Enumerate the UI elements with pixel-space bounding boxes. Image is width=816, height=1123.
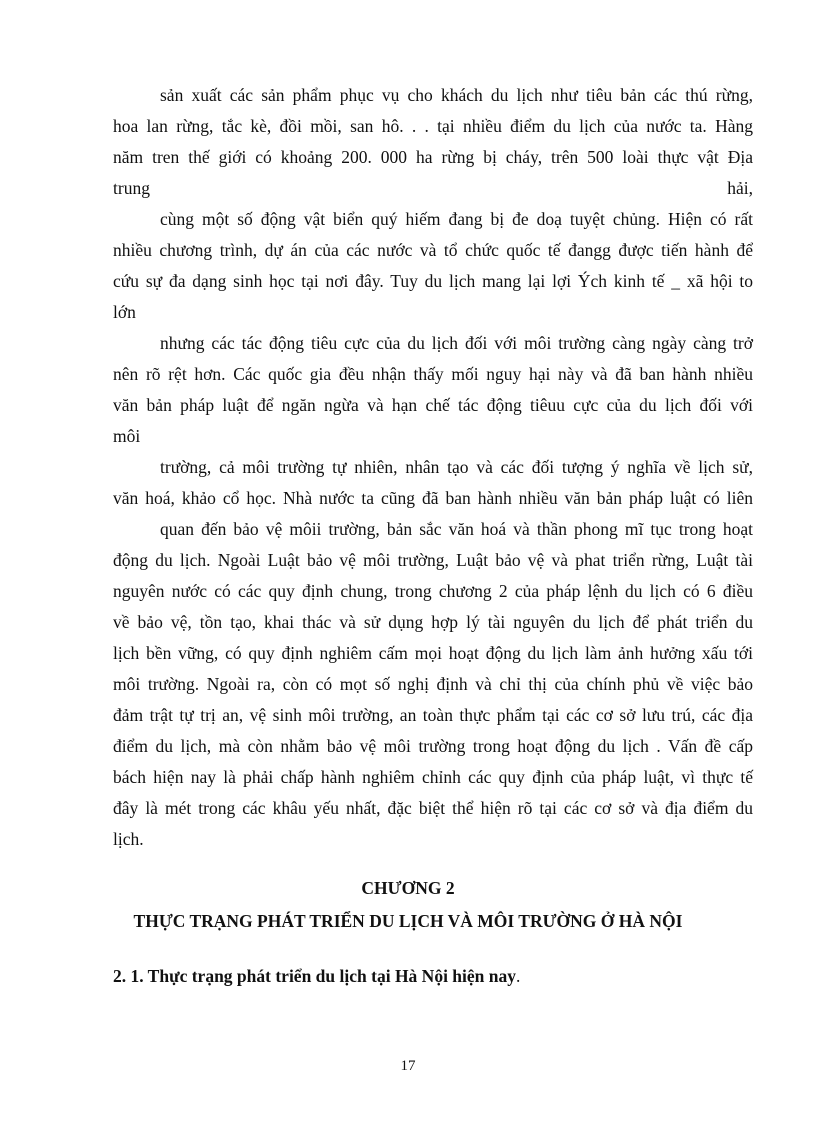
body-line: sản xuất các sản phẩm phục vụ cho khách du lịch như tiêu bản các thú rừng, bbox=[160, 85, 753, 105]
body-line: trường, cả môi trường tự nhiên, nhân tạo và các đối tượng ý nghĩa về lịch sử, bbox=[160, 457, 753, 477]
body-line: nên rõ rệt hơn. Các quốc gia đều nhận thấy mối nguy hại này và đã ban hành nhiều bbox=[113, 364, 753, 384]
body-line: nhưng các tác động tiêu cực của du lịch đối với môi trường càng ngày càng trở bbox=[160, 333, 753, 353]
body-line: đảm trật tự trị an, vệ sinh môi trường, an toàn thực phẩm tại các cơ sở lưu trú, các địa bbox=[113, 705, 753, 725]
body-line: hoa lan rừng, tắc kè, đồi mồi, san hô. . . tại nhiều điểm du lịch của nước ta. Hàng bbox=[113, 116, 753, 136]
body-line: nhiều chương trình, dự án của các nước và tổ chức quốc tế đangg được tiến hành để bbox=[113, 240, 753, 260]
body-line: cứu sự đa dạng sinh học tại nơi đây. Tuy du lịch mang lại lợi Ých kinh tế _ xã hội to bbox=[113, 271, 753, 291]
body-line: lịch bền vững, có quy định nghiêm cấm mọi hoạt động du lịch làm ảnh hưởng xấu tới bbox=[113, 643, 753, 663]
body-line: cùng một số động vật biển quý hiếm đang bị đe doạ tuyệt chủng. Hiện có rất bbox=[160, 209, 753, 229]
page-number: 17 bbox=[400, 1058, 416, 1074]
body-line: môi bbox=[113, 426, 141, 446]
body-line: văn bản pháp luật để ngăn ngừa và hạn chế tác động tiêuu cực của du lịch đối với bbox=[113, 395, 753, 415]
body-line: môi trường. Ngoài ra, còn có mọt số nghị định và chỉ thị của chính phủ về việc bảo bbox=[113, 674, 753, 694]
body-line: về bảo vệ, tồn tạo, khai thác và sử dụng hợp lý tài nguyên du lịch để phát triển du bbox=[113, 612, 753, 632]
section-heading bbox=[113, 965, 520, 987]
body-line: lớn bbox=[113, 302, 136, 322]
body-line: bách hiện nay là phải chấp hành nghiêm chỉnh các quy định của pháp luật, vì thực tế bbox=[113, 767, 753, 787]
body-line: văn hoá, khảo cổ học. Nhà nước ta cũng đã ban hành nhiều văn bản pháp luật có liên bbox=[113, 488, 753, 508]
body-line: nguyên nước có các quy định chung, trong chương 2 của pháp lệnh du lịch có 6 điều bbox=[113, 581, 753, 601]
chapter-label: CHƯƠNG 2 bbox=[361, 878, 455, 898]
body-line: động du lịch. Ngoài Luật bảo vệ môi trường, Luật bảo vệ và phat triển rừng, Luật tài bbox=[113, 550, 753, 570]
body-split-left: trung bbox=[113, 178, 150, 198]
body-line: điểm du lịch, mà còn nhằm bảo vệ môi trường trong hoạt động du lịch . Vấn đề cấp bbox=[113, 736, 753, 756]
body-line: năm tren thế giới có khoảng 200. 000 ha rừng bị cháy, trên 500 loài thực vật Địa bbox=[113, 147, 753, 167]
body-line: đây là mét trong các khâu yếu nhất, đặc biệt thể hiện rõ tại các cơ sở và địa điểm du bbox=[113, 798, 753, 818]
body-line: quan đến bảo vệ môii trường, bản sắc văn hoá và thần phong mĩ tục trong hoạt bbox=[160, 519, 753, 539]
chapter-title: THỰC TRẠNG PHÁT TRIỂN DU LỊCH VÀ MÔI TRƯỜNG Ở HÀ NỘI bbox=[133, 911, 683, 931]
body-split-line bbox=[113, 177, 753, 199]
section-heading-period: . bbox=[516, 966, 521, 986]
section-heading-text: 2. 1. Thực trạng phát triển du lịch tại Hà Nội hiện nay bbox=[113, 966, 517, 986]
body-line: lịch. bbox=[113, 829, 144, 849]
body-split-right: hải, bbox=[727, 178, 753, 198]
